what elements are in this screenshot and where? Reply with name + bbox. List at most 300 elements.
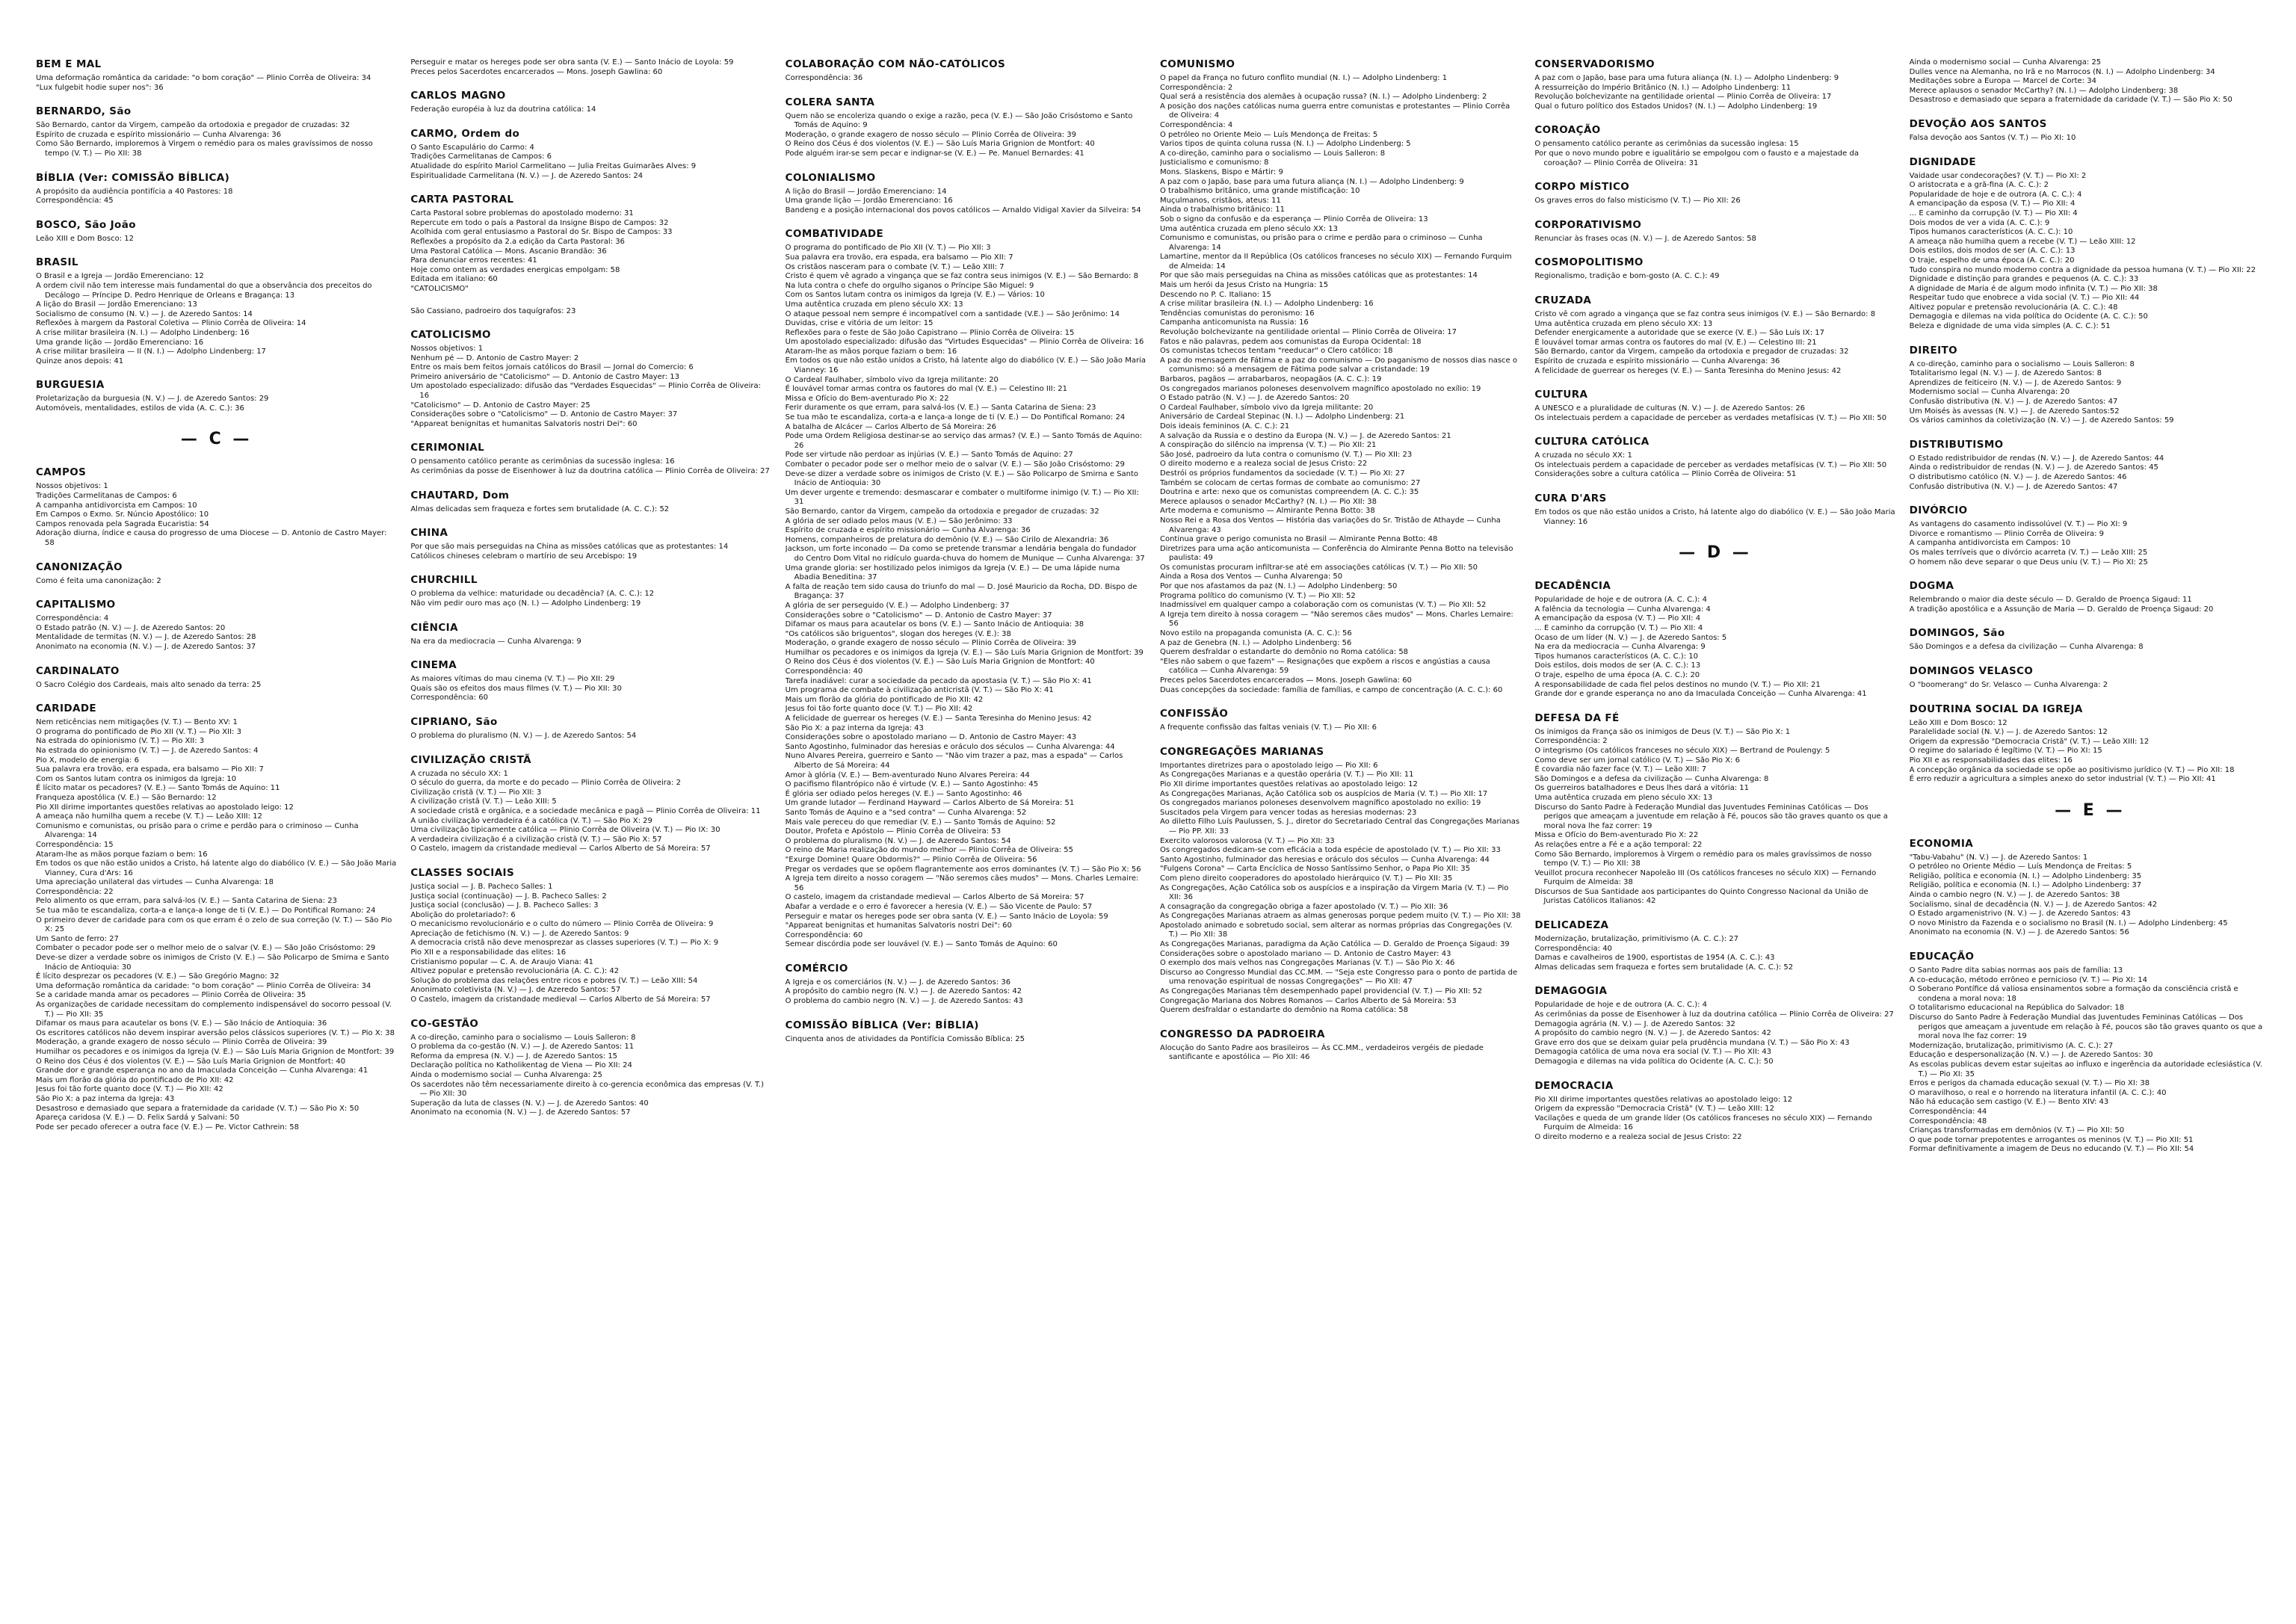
index-entry: A Igreja tem direito a nosso coragem — "Não seremos cães mudos" — Mons. Charles Lemaire: 56 xyxy=(785,874,1139,892)
index-entry: A falência da tecnologia — Cunha Alvarenga: 4 xyxy=(1534,605,1711,614)
index-section xyxy=(36,256,397,366)
index-entry: Humilhar os pecadores e os inimigos da Igreja (V. E.) — São Luís Maria Grignion de Montfort: 39 xyxy=(785,648,1144,657)
index-entry: Mons. Slaskens, Bispo e Mártir: 9 xyxy=(1159,167,1283,176)
index-entry: Almas delicadas sem fraqueza e fortes sem brutalidade (A. C. C.): 52 xyxy=(410,504,670,513)
index-entry: Muçulmanos, cristãos, ateus: 11 xyxy=(1159,196,1281,205)
index-section xyxy=(1160,746,1521,1016)
index-entry: Como é feita uma canonização: 2 xyxy=(36,576,161,585)
index-entry: A falta de reação tem sido causa do triunfo do mal — D. José Mauricio da Rocha, DD. Bispo de Bragança: 37 xyxy=(785,582,1138,601)
index-entry: Tradições Carmelitanas de Campos: 6 xyxy=(36,492,177,501)
index-entry: Santo Tomás de Aquino e a "sed contra" — Cunha Alvarenga: 52 xyxy=(785,808,1027,817)
index-entry: O pacifismo filantrópico não é virtude (V. E.) — Santo Agostinho: 45 xyxy=(785,780,1039,789)
index-entry: Educação e despersonalização (N. V.) — J. de Azeredo Santos: 30 xyxy=(1909,1051,2153,1060)
index-entry: A cruzada no século XX: 1 xyxy=(1534,451,1632,460)
index-entry: O novo Ministro da Fazenda e o socialismo no Brasil (N. I.) — Adolpho Lindenberg: 45 xyxy=(1909,918,2228,927)
index-entry: A propósito do cambio negro (N. V.) — J. de Azeredo Santos: 42 xyxy=(785,987,1022,996)
index-entry: É louvável tomar armas contra os fautores do mal (V. E.) — Celestino III: 21 xyxy=(785,385,1068,394)
index-entry: Justiça social — J. B. Pacheco Salles: 1 xyxy=(410,882,553,891)
section-heading: DELICADEZA xyxy=(1534,919,1609,932)
index-entry: Aniversário de Cardeal Stepinac (N. I.) — Adolpho Lindenberg: 21 xyxy=(1159,413,1405,422)
index-entry: A crise militar brasileira — II (N. I.) — Adolpho Lindenberg: 17 xyxy=(36,348,266,356)
index-entry: É covardia não fazer face (V. T.) — Leão XIII: 7 xyxy=(1534,765,1707,774)
index-entry: Barbaros, pagãos — arrabarbaros, neopagãos (A. C. C.): 19 xyxy=(1159,375,1382,383)
index-entry: O Sacro Colégio dos Cardeais, mais alto senado da terra: 25 xyxy=(36,680,262,689)
index-entry: As Congregações Marianas e a questão operária (V. T.) — Pio XII: 11 xyxy=(1159,771,1414,779)
index-entry: "Lux fulgebit hodie super nos": 36 xyxy=(36,83,164,92)
index-entry: Com os Santos lutam contra os inimigos da Igreja: 10 xyxy=(36,774,237,783)
index-entry: Importantes diretrizes para o apostolado leigo — Pio XII: 6 xyxy=(1159,761,1378,770)
section-heading: CARLOS MAGNO xyxy=(410,90,506,102)
index-entry: "Appareat benignitas et humanitas Salvatoris nostri Dei": 60 xyxy=(410,419,638,428)
index-entry: A co-direção, caminho para o socialismo — Louis Salleron: 8 xyxy=(1909,359,2135,368)
section-heading: COROAÇÃO xyxy=(1534,124,1601,137)
index-entry: Correspondência: 4 xyxy=(36,614,109,623)
index-entry: As cerimônias da posse de Eisenhower à luz da doutrina católica — Plinio Corrêa de Oliveira: 27 xyxy=(1534,1010,1894,1019)
index-section xyxy=(1910,504,2271,567)
index-entry: A batalha de Alcácer — Carlos Alberto de Sá Moreira: 26 xyxy=(785,422,997,431)
index-entry: Modernização, brutalização, primitivismo (A. C. C.): 27 xyxy=(1534,935,1738,944)
index-entry: Anonimato coletivista (N. V.) — J. de Azeredo Santos: 57 xyxy=(410,986,621,995)
index-entry: A ordem civil não tem interesse mais fundamental do que a observância dos preceitos do Decálogo — Príncipe D. Pedro Henrique de Orleans e Bragança: 13 xyxy=(36,281,372,300)
index-entry: As escolas publicas devem estar sujeitas ao influxo e ingerência da autoridade eclesiástica (V. T.) — Pio XI: 35 xyxy=(1909,1060,2262,1078)
index-entry: Comunismo e comunistas, ou prisão para o crime e perdão para o criminoso — Cunha Alvarenga: 14 xyxy=(1159,234,1483,252)
index-entry: Dignidade e distinção para grandes e pequenos (A. C. C.): 33 xyxy=(1909,275,2139,284)
index-entry: O Castelo, imagem da cristandade medieval — Carlos Alberto de Sá Moreira: 57 xyxy=(410,995,711,1004)
index-entry: A verdadeira civilização é a civilização cristã (V. T.) — São Pio X: 57 xyxy=(410,835,662,844)
index-entry: O problema do cambio negro (N. V.) — J. de Azeredo Santos: 43 xyxy=(785,997,1023,1006)
index-section xyxy=(786,963,1147,1007)
index-entry: Combater o pecador pode ser o melhor meio de o salvar (V. E.) — São João Crisóstomo: 29 xyxy=(36,944,376,953)
index-section xyxy=(410,90,771,115)
index-entry: Defender energicamente a autoridade que se exerce (V. E.) — São Luís IX: 17 xyxy=(1534,329,1824,338)
index-entry: Mais um herói da Jesus Cristo na Hungria: 15 xyxy=(1159,281,1329,290)
index-entry: Preces pelos Sacerdotes encarcerados — Mons. Joseph Gawlina: 60 xyxy=(1159,676,1412,685)
index-entry: A união civilização verdadeira é a católica (V. T.) — São Pio X: 29 xyxy=(410,816,652,825)
index-entry: Qual o futuro político dos Estados Unidos? (N. I.) — Adolpho Lindenberg: 19 xyxy=(1534,102,1818,111)
index-entry: Uma deformação romântica da caridade: "o bom coração" — Plinio Corrêa de Oliveira: 34 xyxy=(36,981,371,990)
index-entry: Humilhar os pecadores e os inimigos da Igreja (V. E.) — São Luís Maria Grignion de Montfort: 39 xyxy=(36,1047,395,1056)
section-heading: COMUNISMO xyxy=(1159,58,1235,70)
index-entry: Uma autêntica cruzada em pleno século XX: 13 xyxy=(785,300,963,309)
index-section xyxy=(1160,708,1521,733)
index-entry: Os comunistas procuram infiltrar-se até em associações católicas (V. T.) — Pio XII: 50 xyxy=(1159,563,1478,572)
index-entry: Regionalismo, tradição e bom-gosto (A. C. C.): 49 xyxy=(1534,272,1720,281)
index-entry: Se tua mão te escandaliza, corta-a e lança-a longe de ti (V. E.) — Do Pontifical Romano: 24 xyxy=(785,413,1126,422)
index-entry: Não vim pedir ouro mas aço (N. I.) — Adolpho Lindenberg: 19 xyxy=(410,599,641,608)
index-entry: Mais um florão da glória do pontificado de Pio XII: 42 xyxy=(785,695,984,704)
index-entry: Apreciação de fetichismo (N. V.) — J. de Azeredo Santos: 9 xyxy=(410,929,629,938)
index-entry: O problema do pluralismo (N. V.) — J. de Azeredo Santos: 54 xyxy=(410,731,637,740)
index-section xyxy=(1160,1028,1521,1063)
index-entry: Religião, política e economia (N. I.) — Adolpho Lindenberg: 37 xyxy=(1909,881,2142,890)
index-entry: Na estrada do opinionismo (V. T.) — J. de Azeredo Santos: 4 xyxy=(36,746,259,755)
index-entry: Fatos e não palavras, pedem aos comunistas da Europa Ocidental: 18 xyxy=(1159,337,1422,346)
index-entry: Os intelectuais perdem a capacidade de perceber as verdades metafísicas (V. T.) — Pio XII: 50 xyxy=(1534,460,1887,469)
section-heading: CULTURA CATÓLICA xyxy=(1534,436,1650,448)
index-entry: Bandeng e a posição internacional dos povos católicos — Arnaldo Vidigal Xavier da Silveira: 54 xyxy=(785,206,1141,214)
section-heading: BERNARDO, São xyxy=(36,105,132,118)
section-letter: — D — xyxy=(1679,543,1752,563)
index-entry: Declaração política no Katholikentag de Viena — Pio XII: 24 xyxy=(410,1061,632,1070)
index-entry: Ainda a Rosa dos Ventos — Cunha Alvarenga: 50 xyxy=(1159,572,1343,581)
section-heading: DOMINGOS VELASCO xyxy=(1909,664,2034,677)
index-entry: Por que nos afastamos da paz (N. I.) — Adolpho Lindenberg: 50 xyxy=(1159,582,1398,591)
index-entry: Demagogia católica de uma nova era social (V. T.) — Pio XII: 43 xyxy=(1534,1048,1772,1057)
index-entry: Merece aplausos o senador McCarthy? (N. I.) — Adolpho Lindenberg: 38 xyxy=(1909,86,2179,95)
index-section xyxy=(410,574,771,608)
index-entry: Destrói os próprios fundamentos da sociedade (V. T.) — Pio XI: 27 xyxy=(1159,469,1405,478)
index-entry: Um apostolado especializado: difusão das "Verdades Esquecidas" — Plinio Corrêa de Oliveira: 16 xyxy=(410,382,762,401)
index-entry: Varios tipos de quinta coluna russa (N. I.) — Adolpho Lindenberg: 5 xyxy=(1159,140,1411,149)
index-entry: Se tua mão te escandaliza, corta-a e lança-a longe de ti (V. E.) — Do Pontifical Romano: 24 xyxy=(36,907,376,916)
index-entry: As vantagens do casamento indissolúvel (V. T.) — Pio XI: 9 xyxy=(1909,520,2128,529)
index-entry: Nosso Rei e a Rosa dos Ventos — História das variações do Sr. Tristão de Athayde — Cunha Alvarenga: 43 xyxy=(1159,516,1501,534)
index-section xyxy=(36,466,397,548)
index-entry: São Bernardo, cantor da Virgem, campeão da ortodoxia e pregador de cruzadas: 32 xyxy=(1534,348,1849,356)
index-entry: Duas concepções da sociedade: família de famílias, e campo de concentração (A. C. C.): 60 xyxy=(1159,685,1503,694)
index-section xyxy=(1910,580,2271,614)
section-heading: CIPRIANO, São xyxy=(410,715,498,728)
index-entry: Justiça social (continuação) — J. B. Pacheco Salles: 2 xyxy=(410,892,607,901)
index-entry: Difamar os maus para acautelar os bons (V. E.) — São Inácio de Antioquia: 36 xyxy=(36,1019,327,1028)
index-column xyxy=(786,58,1147,1605)
section-heading: BOSCO, São João xyxy=(36,218,136,231)
index-entry: O maravilhoso, o real e o horrendo na literatura infantil (A. C. C.): 40 xyxy=(1909,1088,2167,1097)
index-entry: Correspondência: 22 xyxy=(36,887,114,896)
index-entry: O Santo Escapulário do Carmo: 4 xyxy=(410,143,534,152)
section-heading: CINEMA xyxy=(410,659,457,672)
index-entry: Correspondência: 2 xyxy=(1159,83,1233,92)
index-entry: Continua grave o perigo comunista no Brasil — Almirante Penna Botto: 48 xyxy=(1159,535,1438,544)
index-entry: Um programa de combate à civilização anticristã (V. T.) — São Pio X: 41 xyxy=(785,686,1054,695)
index-entry: O homem não deve separar o que Deus uniu (V. T.) — Pio XI: 25 xyxy=(1909,558,2148,566)
index-entry: Modernização, brutalização, primitivismo (A. C. C.): 27 xyxy=(1909,1041,2114,1050)
index-entry: O Reino dos Céus é dos violentos (V. E.) — São Luís Maria Grignion de Montfort: 40 xyxy=(36,1057,346,1066)
index-entry: Abafar a verdade e o erro é favorecer a heresia (V. E.) — São Vicente de Paulo: 57 xyxy=(785,902,1093,911)
index-entry: Considerações sobre o apostolado mariano — D. Antonio de Castro Mayer: 43 xyxy=(1159,949,1451,958)
index-section xyxy=(1534,580,1895,700)
index-entry: Pode ser virtude não perdoar as injúrias (V. E.) — Santo Tomás de Aquino: 27 xyxy=(785,451,1073,460)
index-entry: Tradições Carmelitanas de Campos: 6 xyxy=(410,152,552,161)
section-heading: CORPO MÍSTICO xyxy=(1534,181,1630,194)
index-entry: Totalitarismo legal (N. V.) — J. de Azeredo Santos: 8 xyxy=(1909,369,2102,378)
index-entry: O Cardeal Faulhaber, símbolo vivo da Igreja militante: 20 xyxy=(1159,403,1374,412)
index-entry: Sua palavra era trovão, era espada, era balsamo — Pio XII: 7 xyxy=(785,253,1013,262)
index-entry: O século do guerra, da morte e do pecado — Plinio Corrêa de Oliveira: 2 xyxy=(410,779,681,788)
index-entry: O Cardeal Faulhaber, símbolo vivo da Igreja militante: 20 xyxy=(785,375,999,384)
index-entry: A civilização cristã (V. T.) — Leão XIII: 5 xyxy=(410,797,557,806)
index-entry: "CATOLICISMO" xyxy=(410,284,469,293)
index-section xyxy=(410,867,771,1005)
index-entry: A co-educação, método errôneo e pernicioso (V. T.) — Pio XI: 14 xyxy=(1909,975,2148,984)
index-entry: Dois ideais femininos (A. C. C.): 21 xyxy=(1159,422,1290,430)
section-letter: — C — xyxy=(180,430,253,449)
index-section xyxy=(1910,156,2271,332)
index-entry: Considerações sobre o apostolado mariano — D. Antonio de Castro Mayer: 43 xyxy=(785,733,1077,742)
index-section xyxy=(1534,294,1895,376)
index-entry: Modernismo social — Cunha Alvarenga: 20 xyxy=(1909,388,2070,397)
index-entry: Socialismo, sinal de decadência (N. V.) — J. de Azeredo Santos: 42 xyxy=(1909,900,2158,909)
index-section xyxy=(410,622,771,647)
index-entry: Se a caridade manda amar os pecadores — Plinio Corrêa de Oliveira: 35 xyxy=(36,991,306,1000)
index-entry: Também se colocam de certas formas de combate ao comunismo: 27 xyxy=(1159,478,1421,487)
index-entry: Aprendizes de feiticeiro (N. V.) — J. de Azeredo Santos: 9 xyxy=(1909,378,2122,387)
index-entry: Editada em italiano: 60 xyxy=(410,275,498,284)
index-section xyxy=(1534,181,1895,206)
index-entry: O Soberano Pontífice dá valiosa ensinamentos sobre a formação da consciência cristã e condena a moral nova: 18 xyxy=(1909,985,2238,1003)
index-entry: A glória de ser odiado pelos maus (V. E.) — São Jerônimo: 33 xyxy=(785,516,1013,525)
index-entry: Como São Bernardo, imploremos à Virgem o remédio para os males gravíssimos de nosso tempo (V. T.) — Pio XII: 38 xyxy=(36,140,373,158)
index-entry: A cruzada no século XX: 1 xyxy=(410,769,508,778)
index-entry: Uma grande lição — Jordão Emerenciano: 16 xyxy=(36,338,204,347)
index-entry: Perseguir e matar os hereges pode ser obra santa (V. E.) — Santo Inácio de Loyola: 59 xyxy=(410,58,734,67)
index-entry: Justiça social (conclusão) — J. B. Pacheco Salles: 3 xyxy=(410,901,599,910)
index-entry: Sua palavra era trovão, era espada, era balsamo — Pio XII: 7 xyxy=(36,765,264,774)
index-entry: Repercute em todo o país a Pastoral da Insigne Bispo de Campos: 32 xyxy=(410,218,669,227)
index-entry: Revolução bolchevizante na gentilidade oriental — Plinio Corrêa de Oliveira: 17 xyxy=(1159,328,1457,337)
index-entry: Jackson, um forte inconado — Da como se pretende transmar a lendária bengala do fundador do Centro Dom Vital no ridículo guarda-chuva do homem de Munique — Cunha Alvarenga: 37 xyxy=(785,545,1145,563)
index-entry: Ferir duramente os que erram, para salvá-los (V. E.) — Santa Catarina de Siena: 23 xyxy=(785,404,1096,413)
section-heading: CANONIZAÇÃO xyxy=(36,561,123,573)
index-entry: Tipos humanos característicos (A. C. C.): 10 xyxy=(1534,652,1698,661)
index-entry: O que pode tornar prepotentes e arrogantes os meninos (V. T.) — Pio XII: 51 xyxy=(1909,1135,2194,1144)
index-entry: Suscitados pela Virgem para vencer todas as heresias modernas: 23 xyxy=(1159,808,1417,817)
index-entry: A dignidade de Maria é de algum modo infinita (V. T.) — Pio XII: 38 xyxy=(1909,284,2158,293)
section-heading: CARTA PASTORAL xyxy=(410,194,514,206)
section-heading: CULTURA xyxy=(1534,389,1588,401)
index-entry: Demagogia e dilemas na vida política do Ocidente (A. C. C.): 50 xyxy=(1909,312,2148,321)
section-heading: CIÊNCIA xyxy=(410,621,458,634)
index-entry: Apostolado animado e sobretudo social, sem alterar as normas próprias das Congregações (V. T.) — Pio XII: 38 xyxy=(1159,921,1513,939)
index-entry: Desastroso e demasiado que separa a fraternidade da caridade (V. T.) — São Pio X: 50 xyxy=(1909,96,2232,105)
index-section xyxy=(786,228,1147,950)
index-entry: Discursos de Sua Santidade aos participantes do Quinto Congresso Nacional da União de Juristas Católicos Italianos: 42 xyxy=(1534,887,1868,906)
index-section xyxy=(1910,703,2271,785)
index-entry: Primeiro aniversário de "Catolicismo" — D. Antonio de Castro Mayer: 13 xyxy=(410,372,680,381)
index-section xyxy=(1534,58,1895,111)
section-heading: BÍBLIA (Ver: COMISSÃO BÍBLICA) xyxy=(36,171,230,184)
index-entry: O exemplo dos mais velhos nas Congregações Marianas (V. T.) — São Pio X: 46 xyxy=(1159,959,1455,968)
index-entry: O petróleo no Oriente Meio — Luís Mendonça de Freitas: 5 xyxy=(1159,130,1378,139)
index-entry: Automóveis, mentalidades, estilos de vida (A. C. C.): 36 xyxy=(36,404,244,413)
index-entry: Santo Agostinho, fulminador das heresias e oráculo dos séculos — Cunha Alvarenga: 44 xyxy=(1159,855,1490,864)
index-entry: Os cristãos nasceram para o combate (V. T.) — Leão XIII: 7 xyxy=(785,262,1004,271)
index-entry: O Estado patrão (N. V.) — J. de Azeredo Santos: 20 xyxy=(1159,394,1350,403)
index-entry: Tendências comunistas do peronismo: 16 xyxy=(1159,309,1315,318)
index-entry: Para denunciar erros recentes: 41 xyxy=(410,256,537,265)
index-entry: Jesus foi tão forte quanto doce (V. T.) — Pio XII: 42 xyxy=(36,1085,223,1094)
index-entry: A tradição apostólica e a Assunção de Maria — D. Geraldo de Proença Sigaud: 20 xyxy=(1909,605,2214,614)
section-letter: — E — xyxy=(2055,800,2126,820)
section-heading: BEM E MAL xyxy=(36,58,102,70)
index-entry: A co-direção, caminho para o socialismo — Louis Salleron: 8 xyxy=(1159,149,1386,158)
index-entry: Pode ser pecado oferecer a outra face (V. E.) — Pe. Victor Cathrein: 58 xyxy=(36,1123,300,1131)
section-heading: CHURCHILL xyxy=(410,574,478,587)
index-entry: Em todos os que não estão unidos a Cristo, há latente algo do diabólico (V. E.) — São João Maria Vianney, Cura d'Ars: 16 xyxy=(36,859,397,877)
section-heading: CURA D'ARS xyxy=(1534,493,1607,505)
index-entry: Origem da expressão "Democracia Cristã" (V. T.) — Leão XIII: 12 xyxy=(1534,1105,1774,1114)
index-entry: As maiores vítimas do mau cinema (V. T.) — Pio XII: 29 xyxy=(410,675,615,684)
section-heading: DEMAGOGIA xyxy=(1534,985,1608,998)
index-entry: Anonimato na economia (N. V.) — J. de Azeredo Santos: 56 xyxy=(1909,928,2129,937)
index-entry: Pio X, modelo de energia: 6 xyxy=(36,756,139,765)
index-entry: A ameaça não humilha quem a recebe (V. T.) — Leão XIII: 12 xyxy=(1909,237,2136,246)
section-heading: DOGMA xyxy=(1909,580,1954,593)
section-heading: CO-GESTÃO xyxy=(410,1017,479,1030)
index-entry: O Santo Padre dita sabias normas aos pais de família: 13 xyxy=(1909,966,2123,975)
index-section xyxy=(1534,712,1895,907)
index-entry: Sob o signo da confusão e da esperança — Plinio Corrêa de Oliveira: 13 xyxy=(1159,214,1428,223)
index-entry: Paralelidade social (N. V.) — J. de Azeredo Santos: 12 xyxy=(1909,728,2108,737)
index-entry: As Congregações, Ação Católica sob os auspícios e a inspiração da Virgem Maria (V. T.) — Pio XII: 36 xyxy=(1159,883,1509,902)
section-heading: DEFESA DA FÉ xyxy=(1534,711,1620,724)
index-entry: Nossos objetivos: 1 xyxy=(36,482,108,491)
index-entry: Espírito de cruzada e espírito missionário — Cunha Alvarenga: 36 xyxy=(36,130,282,139)
index-entry: Correspondência: 40 xyxy=(785,667,863,676)
index-entry: O mecanicismo revolucionário e o culto do número — Plinio Corrêa de Oliveira: 9 xyxy=(410,920,714,929)
index-entry: Divorce e romantismo — Plinio Corrêa de Oliveira: 9 xyxy=(1909,529,2105,538)
index-entry: Federação européia à luz da doutrina católica: 14 xyxy=(410,105,596,114)
index-section xyxy=(1910,345,2271,426)
index-entry: Espírito de cruzada e espírito missionário — Cunha Alvarenga: 36 xyxy=(1534,356,1780,365)
index-entry: Justicialismo e comunismo: 8 xyxy=(1159,158,1269,167)
index-entry: Discurso do Santo Padre à Federação Mundial das Juventudes Femininas Católicas — Dos perigos que ameaçam a juventude em relação à Fé, poucos são tão graves quanto os que a moral nova lhe faz correr: 19 xyxy=(1534,803,1888,830)
index-entry: Pode alguém irar-se sem pecar e indignar-se (V. E.) — Pe. Manuel Bernardes: 41 xyxy=(785,149,1084,158)
index-section xyxy=(1534,985,1895,1066)
index-entry: Vaidade usar condecorações? (V. T.) — Pio XI: 2 xyxy=(1909,171,2087,180)
index-entry: Origem da expressão "Democracia Cristã" (V. T.) — Leão XIII: 12 xyxy=(1909,737,2150,746)
index-entry: A UNESCO e a pluralidade de culturas (N. V.) — J. de Azeredo Santos: 26 xyxy=(1534,404,1806,413)
index-entry: Dulles vence na Alemanha, no Irã e no Marrocos (N. I.) — Adolpho Lindenberg: 34 xyxy=(1909,67,2215,76)
section-heading: COSMOPOLITISMO xyxy=(1534,256,1644,269)
index-entry: O programa do pontificado de Pio XII (V. T.) — Pio XII: 3 xyxy=(36,727,241,736)
index-entry: "Os católicos são briguentos", slogan dos hereges (V. E.): 38 xyxy=(785,629,1011,638)
index-entry: O problema da velhice: maturidade ou decadência? (A. C. C.): 12 xyxy=(410,590,655,599)
index-entry: Erros e perigos da chamada educação sexual (V. T.) — Pio XI: 38 xyxy=(1909,1079,2150,1088)
index-entry: Difamar os maus para acautelar os bons (V. E.) — Santo Inácio de Antioquia: 38 xyxy=(785,620,1084,629)
index-entry: Correspondência: 60 xyxy=(410,694,488,703)
index-entry: A posição dos nações católicas numa guerra entre comunistas e protestantes — Plinio Corrêa de Oliveira: 4 xyxy=(1159,102,1510,120)
index-entry: Lamartine, mentor da II República (Os católicos franceses no século XIX) — Fernando Furquim de Almeida: 14 xyxy=(1159,253,1512,271)
index-entry: "Exurge Domine! Quare Obdormis?" — Plinio Corrêa de Oliveira: 56 xyxy=(785,855,1037,864)
index-entry: Desastroso e demasiado que separa a fraternidade da caridade (V. T.) — São Pio X: 50 xyxy=(36,1104,359,1113)
index-entry: O Castelo, imagem da cristandade medieval — Carlos Alberto de Sá Moreira: 57 xyxy=(410,845,711,853)
index-entry: A responsabilidade de cada fiel pelos destinos no mundo (V. T.) — Pio XII: 21 xyxy=(1534,680,1821,689)
index-entry: As cerimônias da posse de Eisenhower à luz da doutrina católica — Plinio Corrêa de Oliveira: 27 xyxy=(410,467,770,476)
index-entry: Com os Santos lutam contra os inimigos da Igreja (V. E.) — Vários: 10 xyxy=(785,291,1045,300)
index-entry: É louvável tomar armas contra os fautores do mal (V. E.) — Celestino III: 21 xyxy=(1534,338,1817,347)
index-section xyxy=(36,599,397,652)
section-heading: CAMPOS xyxy=(36,466,87,479)
index-section xyxy=(36,703,397,1132)
index-entry: Em todos os que não estão unidos a Cristo, há latente algo do diabólico (V. E.) — São João Maria Vianney: 16 xyxy=(785,356,1146,375)
index-entry: É glória ser odiado pelos hereges (V. E.) — Santo Agostinho: 46 xyxy=(785,789,1022,798)
index-section xyxy=(410,58,771,77)
index-entry: Reflexões a propósito da 2.a edição da Carta Pastoral: 36 xyxy=(410,237,625,246)
index-entry: Com pleno direito cooperadores do apostolado hierárquico (V. T.) — Pio XII: 35 xyxy=(1159,874,1453,883)
index-section xyxy=(1534,256,1895,282)
index-entry: A campanha antidivorcista em Campos: 10 xyxy=(36,501,197,510)
section-heading: CARMO, Ordem do xyxy=(410,127,520,140)
index-entry: A paz com o Japão, base para uma futura aliança (N. I.) — Adolpho Lindenberg: 9 xyxy=(1534,74,1839,82)
index-entry: Altivez popular e pretensão revolucionária (A. C. C.): 42 xyxy=(410,967,620,976)
index-entry: Os comunistas tchecos tentam "reeducar" o Clero católico: 18 xyxy=(1159,347,1393,356)
index-entry: São Pio X: a paz interna da Igreja: 43 xyxy=(36,1094,175,1103)
index-entry: Dois modos de ver a vida (A. C. C.): 9 xyxy=(1909,218,2050,227)
index-entry: Correspondência: 48 xyxy=(1909,1117,1987,1126)
index-entry: Ainda o redistribuidor de rendas (N. V.) — J. de Azeredo Santos: 45 xyxy=(1909,463,2158,472)
index-entry: Correspondência: 15 xyxy=(36,840,114,849)
index-entry: Semear discórdia pode ser louvável (V. E.) — Santo Tomás de Aquino: 60 xyxy=(785,940,1058,949)
index-entry: O Estado argamenistrivo (N. V.) — J. de Azeredo Santos: 43 xyxy=(1909,910,2131,918)
index-entry: Discurso do Santo Padre à Federação Mundial das Juventudes Femininas Católicas — Dos perigos que ameaçam a juventude em relação à Fé, poucos são tão graves quanto os que a moral nova lhe faz correr: 19 xyxy=(1909,1013,2263,1041)
index-entry: A lição do Brasil — Jordão Emerenciano: 13 xyxy=(36,300,197,309)
index-entry: Altivez popular e pretensão revolucionária (A. C. C.): 48 xyxy=(1909,303,2118,312)
index-entry: Os guerreiros batalhadores e Deus lhes dará a vitória: 11 xyxy=(1534,784,1750,793)
section-heading: CERIMONIAL xyxy=(410,442,485,454)
index-entry: Popularidade de hoje e de outrora (A. C. C.): 4 xyxy=(1534,596,1708,605)
index-entry: Querem desfraldar o estandarte do demônio no Roma católica: 58 xyxy=(1159,648,1409,657)
index-entry: Doutor, Profeta e Apóstolo — Plinio Corrêa de Oliveira: 53 xyxy=(785,827,1002,836)
index-entry: Espírito de cruzada e espírito missionário — Cunha Alvarenga: 36 xyxy=(785,526,1031,535)
index-entry: Os inimigos da França são os inimigos de Deus (V. T.) — São Pio X: 1 xyxy=(1534,727,1791,736)
index-entry: As organizações de caridade necessitam do complemento indispensável do socorro pessoal (V. T.) — Pio XII: 35 xyxy=(36,1001,392,1019)
index-entry: Popularidade de hoje e de outrora (A. C. C.): 4 xyxy=(1909,190,2082,199)
index-entry: Popularidade de hoje e de outrora (A. C. C.): 4 xyxy=(1534,1001,1708,1010)
section-heading: COLABORAÇÃO COM NÃO-CATÓLICOS xyxy=(785,58,1006,70)
index-section xyxy=(1534,219,1895,244)
index-entry: Considerações sobre a cultura católica — Plinio Corrêa de Oliveira: 51 xyxy=(1534,470,1797,479)
index-section xyxy=(410,716,771,741)
index-section xyxy=(786,1019,1147,1045)
index-column xyxy=(36,58,397,1605)
index-entry: A concepção orgânica da sociedade se opõe ao positivismo jurídico (V. T.) — Pio XII: 18 xyxy=(1909,765,2235,774)
index-entry: O direito moderno e a realeza social de Jesus Cristo: 22 xyxy=(1534,1132,1742,1141)
index-entry: O problema do pluralismo (N. V.) — J. de Azeredo Santos: 54 xyxy=(785,836,1011,845)
index-page xyxy=(36,58,2271,1605)
index-entry: O Estado redistribuidor de rendas (N. V.) — J. de Azeredo Santos: 44 xyxy=(1909,454,2164,463)
index-entry: Católicos chineses celebram o martírio de seu Arcebispo: 19 xyxy=(410,552,638,561)
section-heading: DIVÓRCIO xyxy=(1909,504,1968,517)
index-entry: Uma grande gloria: ser hostilizado pelos inimigos da Igreja (V. E.) — De uma lápide numa Abadia Beneditina: 37 xyxy=(785,564,1120,582)
index-entry: Qual será a resistência dos alemães à ocupação russa? (N. I.) — Adolpho Lindenberg: 2 xyxy=(1159,93,1487,102)
index-entry: O integrismo (Os católicos franceses no século XIX) — Bertrand de Poulengy: 5 xyxy=(1534,746,1830,755)
index-entry: O Estado patrão (N. V.) — J. de Azeredo Santos: 20 xyxy=(36,623,226,632)
index-entry: O totalitarismo educacional na República do Salvador: 18 xyxy=(1909,1004,2125,1013)
index-section xyxy=(410,194,771,294)
index-entry: "Eles não sabem o que fazem" — Resignações que expõem a riscos e angústias a causa católica — Cunha Alvarenga: 59 xyxy=(1159,657,1490,676)
index-section xyxy=(410,128,771,181)
section-heading: DEVOÇÃO AOS SANTOS xyxy=(1909,117,2047,130)
index-entry: Por que o novo mundo pobre e igualitário se empolgou com o fausto e a majestade da coroação? — Plinio Corrêa de Oliveira: 31 xyxy=(1534,149,1859,167)
index-entry: A propósito do cambio negro (N. V.) — J. de Azeredo Santos: 42 xyxy=(1534,1029,1771,1038)
index-entry: Uma autêntica cruzada em pleno século XX: 13 xyxy=(1534,319,1713,328)
index-entry: Perseguir e matar os hereges pode ser obra santa (V. E.) — Santo Inácio de Loyola: 59 xyxy=(785,912,1108,921)
index-entry: São Domingos e a defesa da civilização — Cunha Alvarenga: 8 xyxy=(1534,774,1769,783)
index-column xyxy=(1910,58,2271,1605)
section-heading: BURGUESIA xyxy=(36,379,105,392)
index-section xyxy=(786,96,1147,159)
index-entry: São José, padroeiro da luta contra o comunismo (V. T.) — Pio XII: 23 xyxy=(1159,450,1413,459)
index-entry: Os congregados marianos poloneses desenvolvem magnífico apostolado no exílio: 19 xyxy=(1159,799,1481,808)
index-entry: Demagogia agrária (N. V.) — J. de Azeredo Santos: 32 xyxy=(1534,1019,1735,1028)
index-entry: Diretrizes para uma ação anticomunista — Conferência do Almirante Penna Botto na televisão paulista: 49 xyxy=(1159,544,1513,563)
index-entry: O Reino dos Céus é dos violentos (V. E.) — São Luís Maria Grignion de Montfort: 40 xyxy=(785,658,1095,667)
index-entry: "Fulgens Corona" — Carta Encíclica de Nosso Santíssimo Senhor, o Papa Pio XII: 35 xyxy=(1159,865,1470,874)
index-entry: O Reino dos Céus é dos violentos (V. E.) — São Luís Maria Grignion de Montfort: 40 xyxy=(785,140,1095,149)
index-entry: Preces pelos Sacerdotes encarcerados — Mons. Joseph Gawlina: 60 xyxy=(410,67,663,76)
index-entry: Quinze anos depois: 41 xyxy=(36,356,124,365)
